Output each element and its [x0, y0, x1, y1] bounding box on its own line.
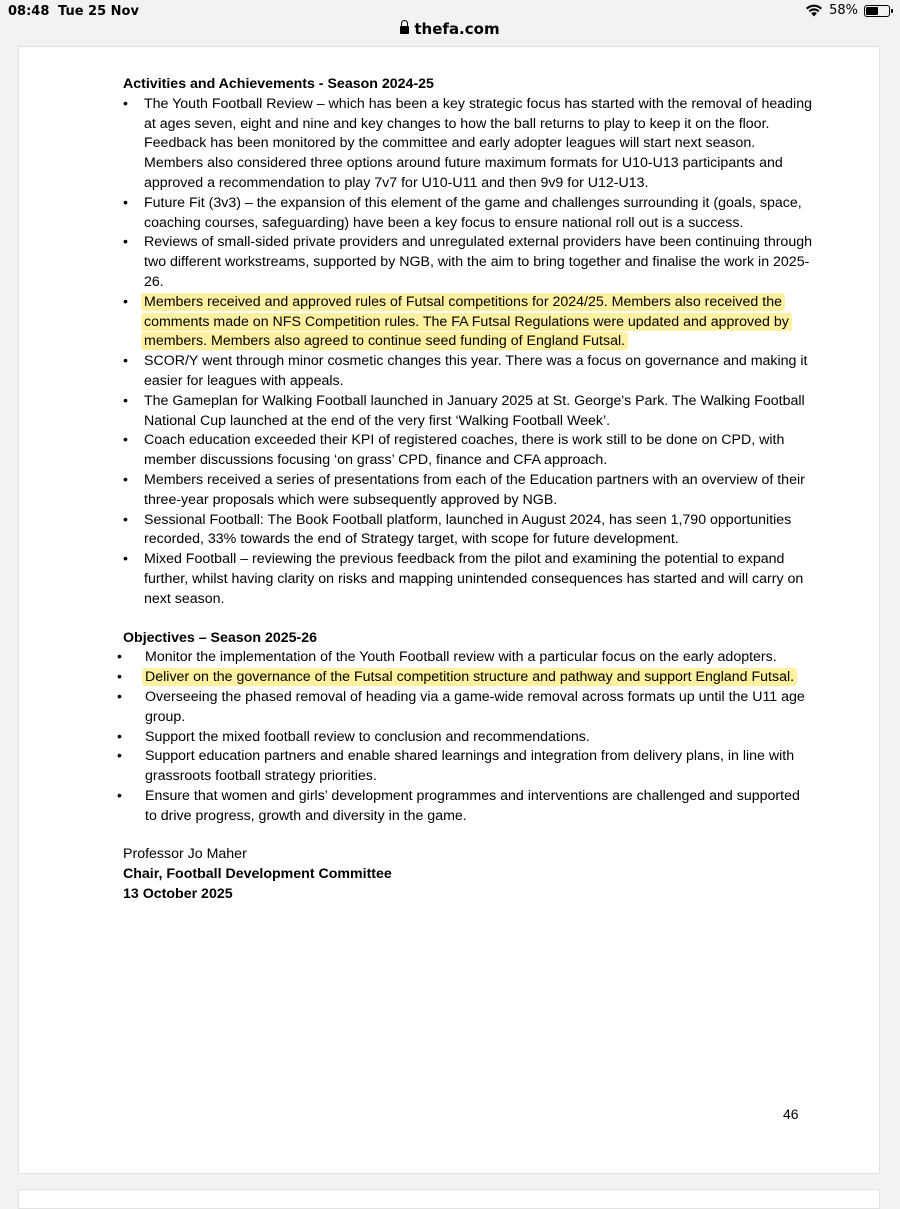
document-page: [18, 46, 880, 1174]
battery-fill: [866, 7, 878, 15]
list-item-text: Reviews of small-sided private providers and unregulated external providers have been continuing through two different workstreams, supported by NGB, with the aim to bring together and finalise the work in 2025-26.: [144, 234, 812, 290]
list-item-text: Mixed Football – reviewing the previous feedback from the pilot and examining the potential to expand further, whilst having clarity on risks and mapping unintended consequences has started and will carry on next season.: [144, 551, 804, 607]
status-bar: [0, 0, 900, 22]
list-item-text: SCOR/Y went through minor cosmetic changes this year. There was a focus on governance and making it easier for leagues with appeals.: [144, 353, 808, 389]
objectives-list: [123, 648, 813, 826]
lock-icon: [400, 26, 409, 34]
list-item-text: Monitor the implementation of the Youth Football review with a particular focus on the early adopters.: [145, 649, 777, 666]
list-item-text: Members received a series of presentations from each of the Education partners with an overview of their three-year proposals which were subsequently approved by NGB.: [144, 471, 805, 508]
list-item: [123, 550, 813, 609]
status-time: 08:48: [8, 4, 50, 19]
battery-percent: 58%: [829, 3, 858, 18]
highlighted-text: Members received and approved rules of Futsal competitions for 2024/25. Members also received the comments made on NFS Competition rules. The FA Futsal Regulations were updated and approved by members. Members also agreed to continue seed funding of England Futsal.: [141, 293, 792, 351]
list-item: [123, 728, 813, 748]
section-heading-objectives: Objectives – Season 2025-26: [123, 629, 318, 646]
highlighted-text: Deliver on the governance of the Futsal competition structure and pathway and support England Futsal.: [142, 668, 797, 686]
list-item-text: Future Fit (3v3) – the expansion of this element of the game and challenges surrounding it (goals, space, coaching courses, safeguarding) have been a key focus to ensure national roll out is a success.: [144, 194, 802, 231]
activities-list: [123, 95, 813, 610]
list-item: [123, 648, 813, 668]
list-item: [123, 293, 813, 352]
list-item-text: Support education partners and enable shared learnings and integration from delivery plans, in line with grassroots football strategy priorities.: [145, 748, 795, 785]
list-item: [123, 194, 813, 234]
signature-name: Professor Jo Maher: [123, 846, 247, 863]
wifi-icon: [805, 4, 823, 17]
status-date: Tue 25 Nov: [58, 4, 139, 19]
signature-date: 13 October 2025: [123, 886, 233, 903]
list-item-text: The Gameplan for Walking Football launched in January 2025 at St. George's Park. The Walking Football National Cup launched at the end of the very first ‘Walking Football Week’.: [144, 392, 805, 429]
list-item-text: Sessional Football: The Book Football platform, launched in August 2024, has seen 1,790 opportunities recorded, 33% towards the end of Strategy target, with scope for future development.: [144, 511, 792, 548]
list-item-text: Overseeing the phased removal of heading via a game-wide removal across formats up until the U11 age group.: [145, 688, 805, 725]
url-text: thefa.com: [414, 20, 500, 38]
list-item: [123, 688, 813, 728]
list-item-text: Coach education exceeded their KPI of registered coaches, there is work still to be done on CPD, with member discussions focusing ‘on grass’ CPD, finance and CFA approach.: [144, 432, 785, 469]
list-item-text: Ensure that women and girls’ development programmes and interventions are challenged and supported to drive progress, growth and diversity in the game.: [145, 787, 800, 824]
document-content: [123, 75, 813, 905]
list-item: [123, 233, 813, 292]
list-item: [123, 352, 813, 392]
list-item: [123, 511, 813, 551]
signature-block: [123, 845, 813, 904]
next-page: [18, 1189, 880, 1209]
status-right: [805, 3, 890, 18]
url-bar[interactable]: [0, 20, 900, 42]
list-item: [123, 747, 813, 787]
list-item: [123, 392, 813, 432]
list-item: [123, 471, 813, 511]
list-item: [123, 668, 813, 688]
list-item: [123, 787, 813, 827]
list-item: [123, 95, 813, 194]
list-item-text: Support the mixed football review to conclusion and recommendations.: [145, 728, 590, 745]
page-number: 46: [783, 1106, 799, 1122]
list-item-text: The Youth Football Review – which has been a key strategic focus has started with the removal of heading at ages seven, eight and nine and key changes to how the ball returns to play to keep it on the floor. Feedback has been monitored by the committee and early adopter leagues will start next season. Members also considered three options around future maximum formats for U10-U13 participants and approved a recommendation to play 7v7 for U10-U11 and then 9v9 for U12-U13.: [144, 95, 812, 191]
signature-role: Chair, Football Development Committee: [123, 866, 392, 883]
section-heading-activities: Activities and Achievements - Season 2024-25: [123, 76, 434, 92]
list-item: [123, 431, 813, 471]
battery-icon: [864, 5, 890, 17]
